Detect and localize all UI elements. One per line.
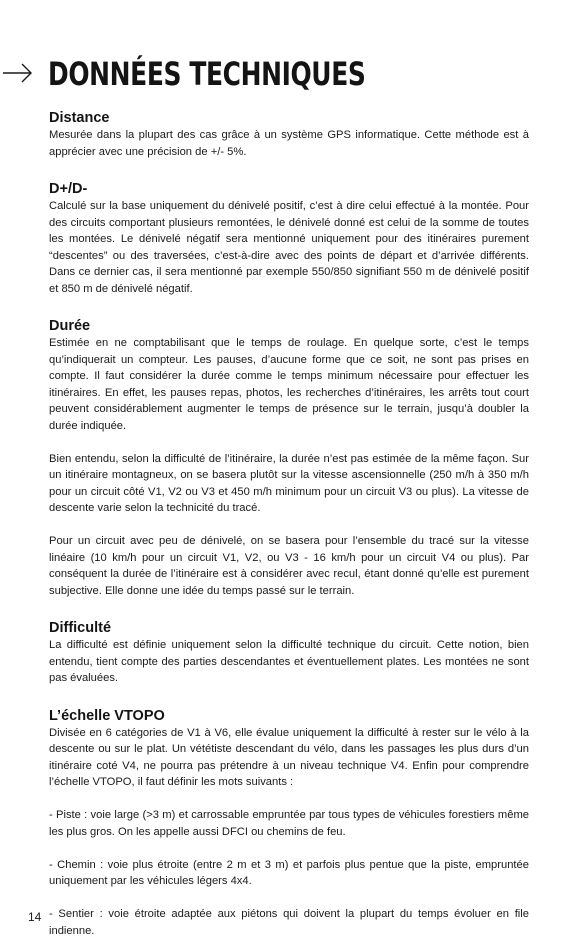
page-number: 14 <box>28 910 42 924</box>
section-distance <box>49 110 529 160</box>
technical-data-content <box>49 110 529 939</box>
section-paragraph: Mesurée dans la plupart des cas grâce à un système GPS informatique. Cette méthode est à apprécier avec une précision de +/- 5%. <box>49 129 529 158</box>
section-vtopo-scale <box>49 708 529 940</box>
section-paragraph: Calculé sur la base uniquement du dénivelé positif, c’est à dire celui effectué à la montée. Pour des circuits comportant plusieurs remontées, le dénivelé donné est celui de la somme de toutes les montées. Le dénivelé négatif sera mentionné uniquement pour des itinéraires purement “descentes” ou des traversées, c’est-à-dire avec des points de départ et d’arrivée différents. Dans ce dernier cas, il sera mentionné par exemple 550/850 signifiant 550 m de dénivelé positif et 850 m de dénivelé négatif. <box>49 200 529 295</box>
section-heading: Distance <box>49 110 110 126</box>
section-heading: L’échelle VTOPO <box>49 707 165 724</box>
section-paragraph: La difficulté est définie uniquement selon la difficulté technique du circuit. Cette notion, bien entendu, tient compte des parties descendantes et éventuellement plates. Les montées ne sont pas évaluées. <box>49 639 529 684</box>
section-paragraph: Divisée en 6 catégories de V1 à V6, elle évalue uniquement la difficulté à rester sur le vélo à la descente ou sur le plat. Un vététiste descendant du vélo, dans les passages les plus durs d’un itinéraire coté V4, ne pourra pas prétendre à un niveau technique V4. Enfin pour comprendre l’échelle VTOPO, il faut définir les mots suivants : <box>49 726 529 788</box>
right-arrow-icon <box>2 58 34 88</box>
section-heading: Difficulté <box>49 620 112 636</box>
section-paragraph: Estimée en ne comptabilisant que le temps de roulage. En quelque sorte, c’est le temps qu’indiquerait un compteur. Les pauses, d’aucune forme que ce soit, ne sont pas prises en compte. Il faut considérer la durée comme le temps minimum nécessaire pour effectuer les itinéraires. En effet, les pauses repas, photos, les recherches d’itinéraires, les arrêts tout court peuvent considérablement augmenter le temps de présence sur le terrain, jusqu’à doubler la durée indiquée. <box>49 337 529 432</box>
definition-chemin: - Chemin : voie plus étroite (entre 2 m et 3 m) et parfois plus pentue que la piste, empruntée uniquement par les véhicules légers 4x4. <box>49 858 529 887</box>
page-title: DONNÉES TECHNIQUES <box>48 55 366 93</box>
section-heading: Durée <box>49 318 91 334</box>
section-duration <box>49 318 529 599</box>
section-paragraph: Bien entendu, selon la difficulté de l’itinéraire, la durée n’est pas estimée de la même façon. Sur un itinéraire montagneux, on se basera plutôt sur la vitesse ascensionnelle (250 m/h à 350 m/h pour un circuit côté V1, V2 ou V3 et 450 m/h minimum pour un circuit V3 ou plus). La vitesse de descente varie selon la technicité du tracé. <box>49 452 529 514</box>
section-paragraph: Pour un circuit avec peu de dénivelé, on se basera pour l’ensemble du tracé sur la vitesse linéaire (10 km/h pour un circuit V1, V2, ou V3 - 16 km/h pour un circuit V4 ou plus). Par conséquent la durée de l’itinéraire est à considérer avec recul, étant donné qu’elle est purement subjective. Elle donne une idée du temps passé sur le terrain. <box>49 535 529 597</box>
definition-sentier: - Sentier : voie étroite adaptée aux piétons qui doivent la plupart du temps évoluer en file indienne. <box>49 908 529 937</box>
definition-piste: - Piste : voie large (>3 m) et carrossable empruntée par tous types de véhicules forestiers même les plus gros. On les appelle aussi DFCI ou chemins de feu. <box>49 809 529 838</box>
section-difficulty <box>49 620 529 687</box>
section-elevation <box>49 181 529 297</box>
section-heading: D+/D- <box>49 181 88 197</box>
